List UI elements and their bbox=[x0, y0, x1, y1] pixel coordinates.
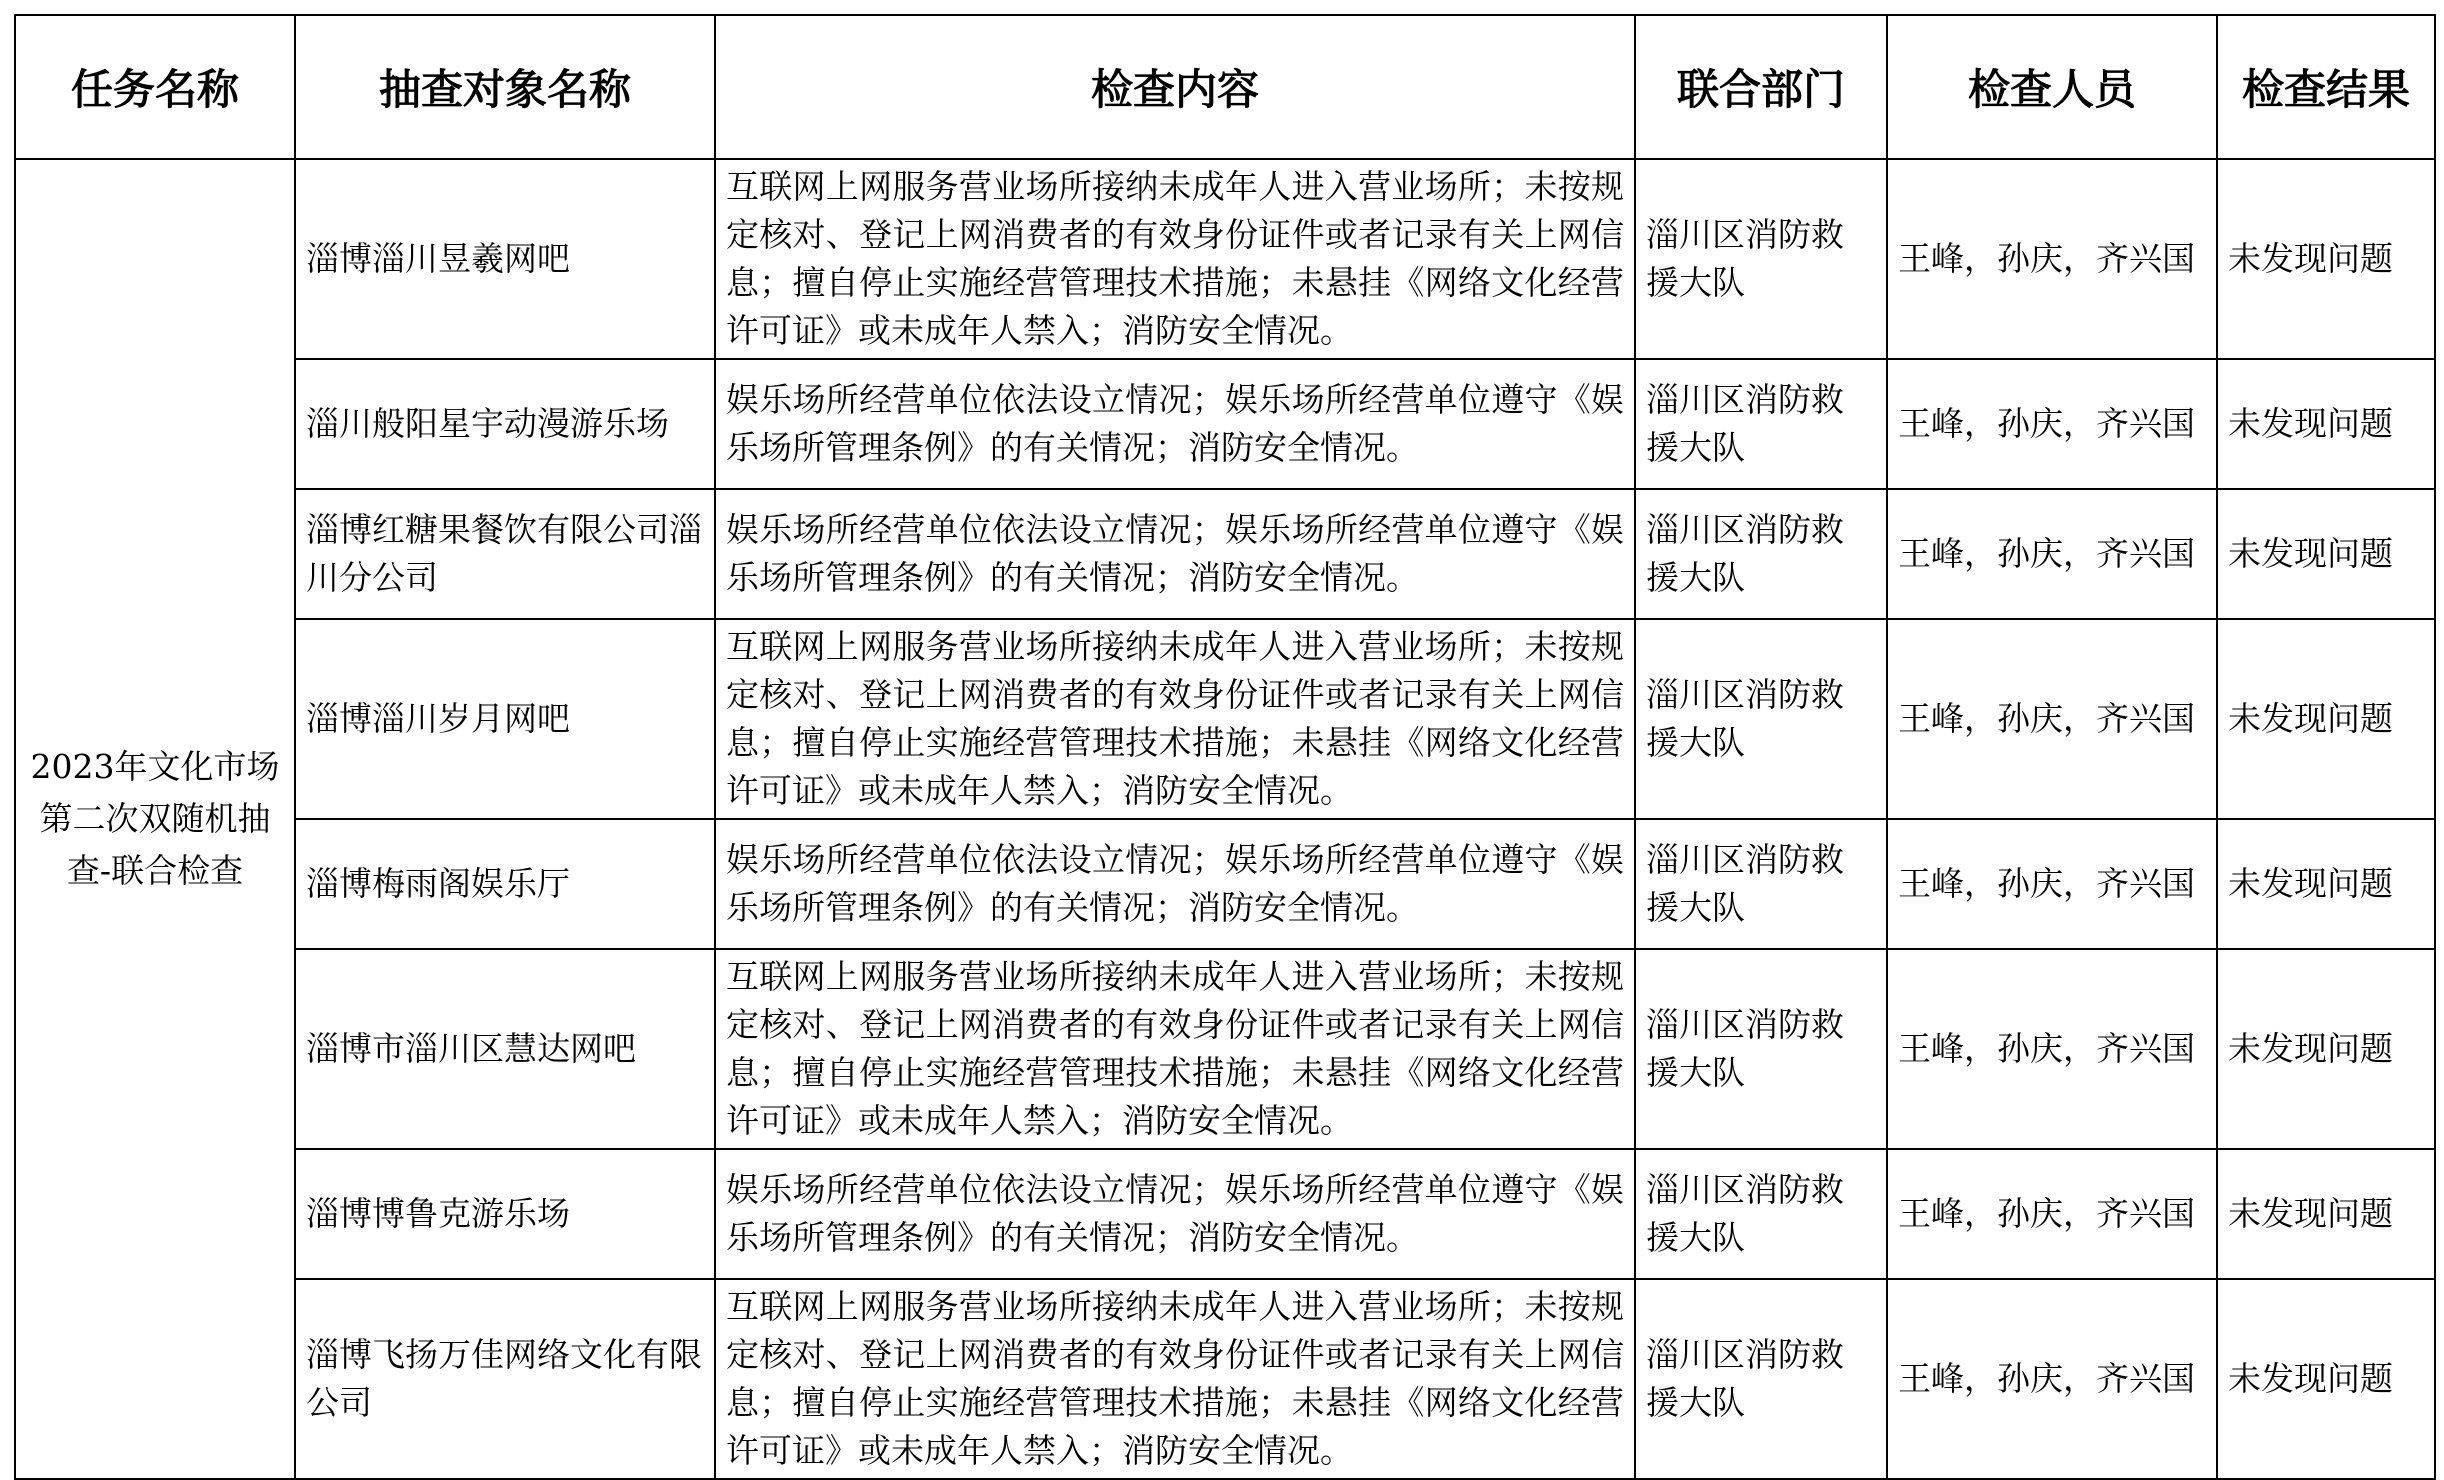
header-inspectors: 检查人员 bbox=[1887, 15, 2217, 159]
inspectors-cell: 王峰，孙庆，齐兴国 bbox=[1887, 949, 2217, 1149]
task-name-cell: 2023年文化市场第二次双随机抽查-联合检查 bbox=[15, 159, 295, 1479]
table-row bbox=[15, 619, 2435, 819]
header-result: 检查结果 bbox=[2217, 15, 2435, 159]
department-cell: 淄川区消防救援大队 bbox=[1635, 159, 1887, 359]
content-cell: 互联网上网服务营业场所接纳未成年人进入营业场所；未按规定核对、登记上网消费者的有效身份证件或者记录有关上网信息；擅自停止实施经营管理技术措施；未悬挂《网络文化经营许可证》或未成年人禁入；消防安全情况。 bbox=[715, 159, 1635, 359]
inspectors-cell: 王峰，孙庆，齐兴国 bbox=[1887, 359, 2217, 489]
content-cell: 娱乐场所经营单位依法设立情况；娱乐场所经营单位遵守《娱乐场所管理条例》的有关情况；消防安全情况。 bbox=[715, 359, 1635, 489]
table-row bbox=[15, 489, 2435, 619]
table-row bbox=[15, 1149, 2435, 1279]
inspectors-cell: 王峰，孙庆，齐兴国 bbox=[1887, 1149, 2217, 1279]
target-name-cell: 淄川般阳星宇动漫游乐场 bbox=[295, 359, 715, 489]
table-row bbox=[15, 359, 2435, 489]
department-cell: 淄川区消防救援大队 bbox=[1635, 949, 1887, 1149]
target-name-cell: 淄博淄川岁月网吧 bbox=[295, 619, 715, 819]
target-name-cell: 淄博博鲁克游乐场 bbox=[295, 1149, 715, 1279]
content-cell: 娱乐场所经营单位依法设立情况；娱乐场所经营单位遵守《娱乐场所管理条例》的有关情况；消防安全情况。 bbox=[715, 489, 1635, 619]
department-cell: 淄川区消防救援大队 bbox=[1635, 619, 1887, 819]
inspection-table-container bbox=[14, 14, 2434, 1480]
content-cell: 互联网上网服务营业场所接纳未成年人进入营业场所；未按规定核对、登记上网消费者的有效身份证件或者记录有关上网信息；擅自停止实施经营管理技术措施；未悬挂《网络文化经营许可证》或未成年人禁入；消防安全情况。 bbox=[715, 949, 1635, 1149]
department-cell: 淄川区消防救援大队 bbox=[1635, 1279, 1887, 1479]
department-cell: 淄川区消防救援大队 bbox=[1635, 819, 1887, 949]
inspectors-cell: 王峰，孙庆，齐兴国 bbox=[1887, 1279, 2217, 1479]
inspectors-cell: 王峰，孙庆，齐兴国 bbox=[1887, 819, 2217, 949]
result-cell: 未发现问题 bbox=[2217, 159, 2435, 359]
table-row bbox=[15, 1279, 2435, 1479]
table-row bbox=[15, 949, 2435, 1149]
header-content: 检查内容 bbox=[715, 15, 1635, 159]
result-cell: 未发现问题 bbox=[2217, 949, 2435, 1149]
header-task-name: 任务名称 bbox=[15, 15, 295, 159]
inspectors-cell: 王峰，孙庆，齐兴国 bbox=[1887, 619, 2217, 819]
target-name-cell: 淄博梅雨阁娱乐厅 bbox=[295, 819, 715, 949]
inspectors-cell: 王峰，孙庆，齐兴国 bbox=[1887, 489, 2217, 619]
inspection-table bbox=[14, 14, 2436, 1480]
content-cell: 娱乐场所经营单位依法设立情况；娱乐场所经营单位遵守《娱乐场所管理条例》的有关情况；消防安全情况。 bbox=[715, 1149, 1635, 1279]
content-cell: 互联网上网服务营业场所接纳未成年人进入营业场所；未按规定核对、登记上网消费者的有效身份证件或者记录有关上网信息；擅自停止实施经营管理技术措施；未悬挂《网络文化经营许可证》或未成年人禁入；消防安全情况。 bbox=[715, 1279, 1635, 1479]
target-name-cell: 淄博飞扬万佳网络文化有限公司 bbox=[295, 1279, 715, 1479]
department-cell: 淄川区消防救援大队 bbox=[1635, 489, 1887, 619]
target-name-cell: 淄博市淄川区慧达网吧 bbox=[295, 949, 715, 1149]
table-row bbox=[15, 159, 2435, 359]
target-name-cell: 淄博淄川昱羲网吧 bbox=[295, 159, 715, 359]
table-row bbox=[15, 819, 2435, 949]
result-cell: 未发现问题 bbox=[2217, 619, 2435, 819]
result-cell: 未发现问题 bbox=[2217, 819, 2435, 949]
result-cell: 未发现问题 bbox=[2217, 489, 2435, 619]
result-cell: 未发现问题 bbox=[2217, 359, 2435, 489]
header-target-name: 抽查对象名称 bbox=[295, 15, 715, 159]
content-cell: 娱乐场所经营单位依法设立情况；娱乐场所经营单位遵守《娱乐场所管理条例》的有关情况；消防安全情况。 bbox=[715, 819, 1635, 949]
target-name-cell: 淄博红糖果餐饮有限公司淄川分公司 bbox=[295, 489, 715, 619]
department-cell: 淄川区消防救援大队 bbox=[1635, 359, 1887, 489]
result-cell: 未发现问题 bbox=[2217, 1279, 2435, 1479]
content-cell: 互联网上网服务营业场所接纳未成年人进入营业场所；未按规定核对、登记上网消费者的有效身份证件或者记录有关上网信息；擅自停止实施经营管理技术措施；未悬挂《网络文化经营许可证》或未成年人禁入；消防安全情况。 bbox=[715, 619, 1635, 819]
inspectors-cell: 王峰，孙庆，齐兴国 bbox=[1887, 159, 2217, 359]
header-department: 联合部门 bbox=[1635, 15, 1887, 159]
header-row bbox=[15, 15, 2435, 159]
department-cell: 淄川区消防救援大队 bbox=[1635, 1149, 1887, 1279]
result-cell: 未发现问题 bbox=[2217, 1149, 2435, 1279]
